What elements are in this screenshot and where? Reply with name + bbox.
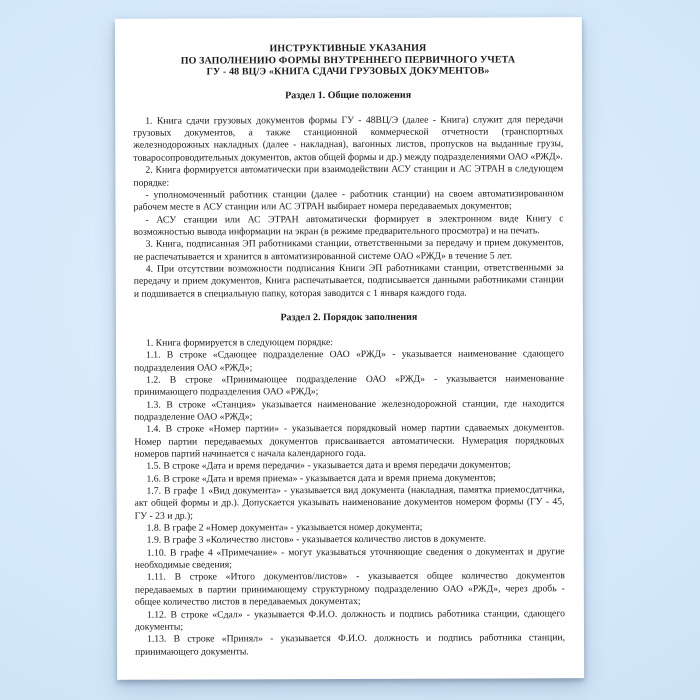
paragraph: 1.9. В графе 3 «Количество листов» - указывается количество листов в документе.: [146, 533, 487, 547]
paragraph: 3. Книга, подписанная ЭП работниками станции, ответственными за передачу и прием документов, не распечатывается и хранится в автоматизированной системе ОАО «РЖД» в течение 5 лет.: [133, 237, 564, 263]
paragraph: - уполномоченный работник станции (далее - работник станции) на своем автоматизированном рабочем месте в АСУ станции или АС ЭТРАН выбирает номера передаваемых документов;: [133, 188, 564, 213]
paragraph: 1.10. В графе 4 «Примечание» - могут указываться уточняющие сведения о документах и другие необходимые сведения;: [134, 546, 565, 571]
document-page: [115, 17, 584, 680]
paragraph: 1.4. В строке «Номер партии» - указывается порядковый номер партии сдаваемых документов. Номер партии передаваемых документов присваивается автоматически. Нумерация порядковых номеров партий начинается с начала календарного года.: [134, 422, 565, 460]
section-heading: Раздел 2. Порядок заполнения: [280, 311, 418, 324]
paragraph: 1.7. В графе 1 «Вид документа» - указывается вид документа (накладная, памятка приемосдатчика, акт общей формы и др.). Допускается указывать наименование документов номером формы (ГУ - 45, ГУ - 23 и др.);: [134, 484, 565, 522]
paragraph: 1.13. В строке «Принял» - указывается Ф.И.О. должность и подпись работника станции, принимающего документы.: [135, 632, 566, 658]
paragraph: 1.11. В строке «Итого документов/листов» - указывается общее количество документов передаваемых в партии принимающему структурному подразделению ОАО «РЖД», через дробь - общее количество листов в передаваемых документах;: [134, 570, 565, 608]
document-title: [133, 42, 563, 78]
paragraph: 1.5. В строке «Дата и время передачи» - указывается дата и время передачи документов;: [146, 459, 511, 473]
paragraph: 1.8. В графе 2 «Номер документа» - указывается номер документа;: [146, 521, 423, 534]
paragraph: 1.6. В строке «Дата и время приема» - указывается дата и время приема документов;: [146, 472, 496, 485]
paragraph: 1. Книга формируется в следующем порядке:: [145, 336, 333, 349]
paragraph: 1.12. В строке «Сдал» - указывается Ф.И.О. должность и подпись работника станции, сдающего документы;: [134, 607, 565, 633]
document-title-line-1: ИНСТРУКТИВНЫЕ УКАЗАНИЯ: [269, 42, 427, 55]
document-content: [115, 17, 584, 680]
section-heading: Раздел 1. Общие положения: [285, 89, 412, 102]
paragraph: 1.3. В строке «Станция» указывается наименование железнодорожной станции, где находится подразделение ОАО «РЖД»;: [134, 397, 565, 423]
paragraph: 1.2. В строке «Принимающее подразделение ОАО «РЖД» - указывается наименование принимающего подразделения ОАО «РЖД»;: [134, 373, 565, 399]
document-title-line-3: ГУ - 48 ВЦ/Э «КНИГА СДАЧИ ГРУЗОВЫХ ДОКУМЕНТОВ»: [206, 65, 490, 78]
paragraph: 1.1. В строке «Сдающее подразделение ОАО «РЖД» - указывается наименование сдающего подразделения ОАО «РЖД»;: [134, 348, 565, 374]
paragraph: - АСУ станции или АС ЭТРАН автоматически формирует в электронном виде Книгу с возможностью вывода информации на экран (в режиме предварительного просмотра) и на печать.: [133, 212, 564, 238]
document-sections: [133, 89, 565, 659]
paragraph: 4. При отсутствии возможности подписания Книги ЭП работниками станции, ответственными за передачу и прием документов, Книга распечатывается, подписывается данными работниками станции и подшивается в специальную папку, которая заводится с 1 января каждого года.: [133, 262, 564, 300]
paragraph: 2. Книга формируется автоматически при взаимодействии АСУ станции и АС ЭТРАН в следующем порядке:: [133, 163, 564, 189]
document-title-line-2: ПО ЗАПОЛНЕНИЮ ФОРМЫ ВНУТРЕННЕГО ПЕРВИЧНОГО УЧЕТА: [180, 54, 516, 67]
paragraph: 1. Книга сдачи грузовых документов формы ГУ - 48ВЦ/Э (далее - Книга) служит для передачи грузовых документов, а также станционной коммерческой отчетности (транспортных железнодорожных накладных (далее - накладная), вагонных листов, пропусков на выданные грузы, товаросопроводительных документов, актов общей формы и др.) между подразделениями ОАО «РЖД».: [133, 114, 564, 164]
